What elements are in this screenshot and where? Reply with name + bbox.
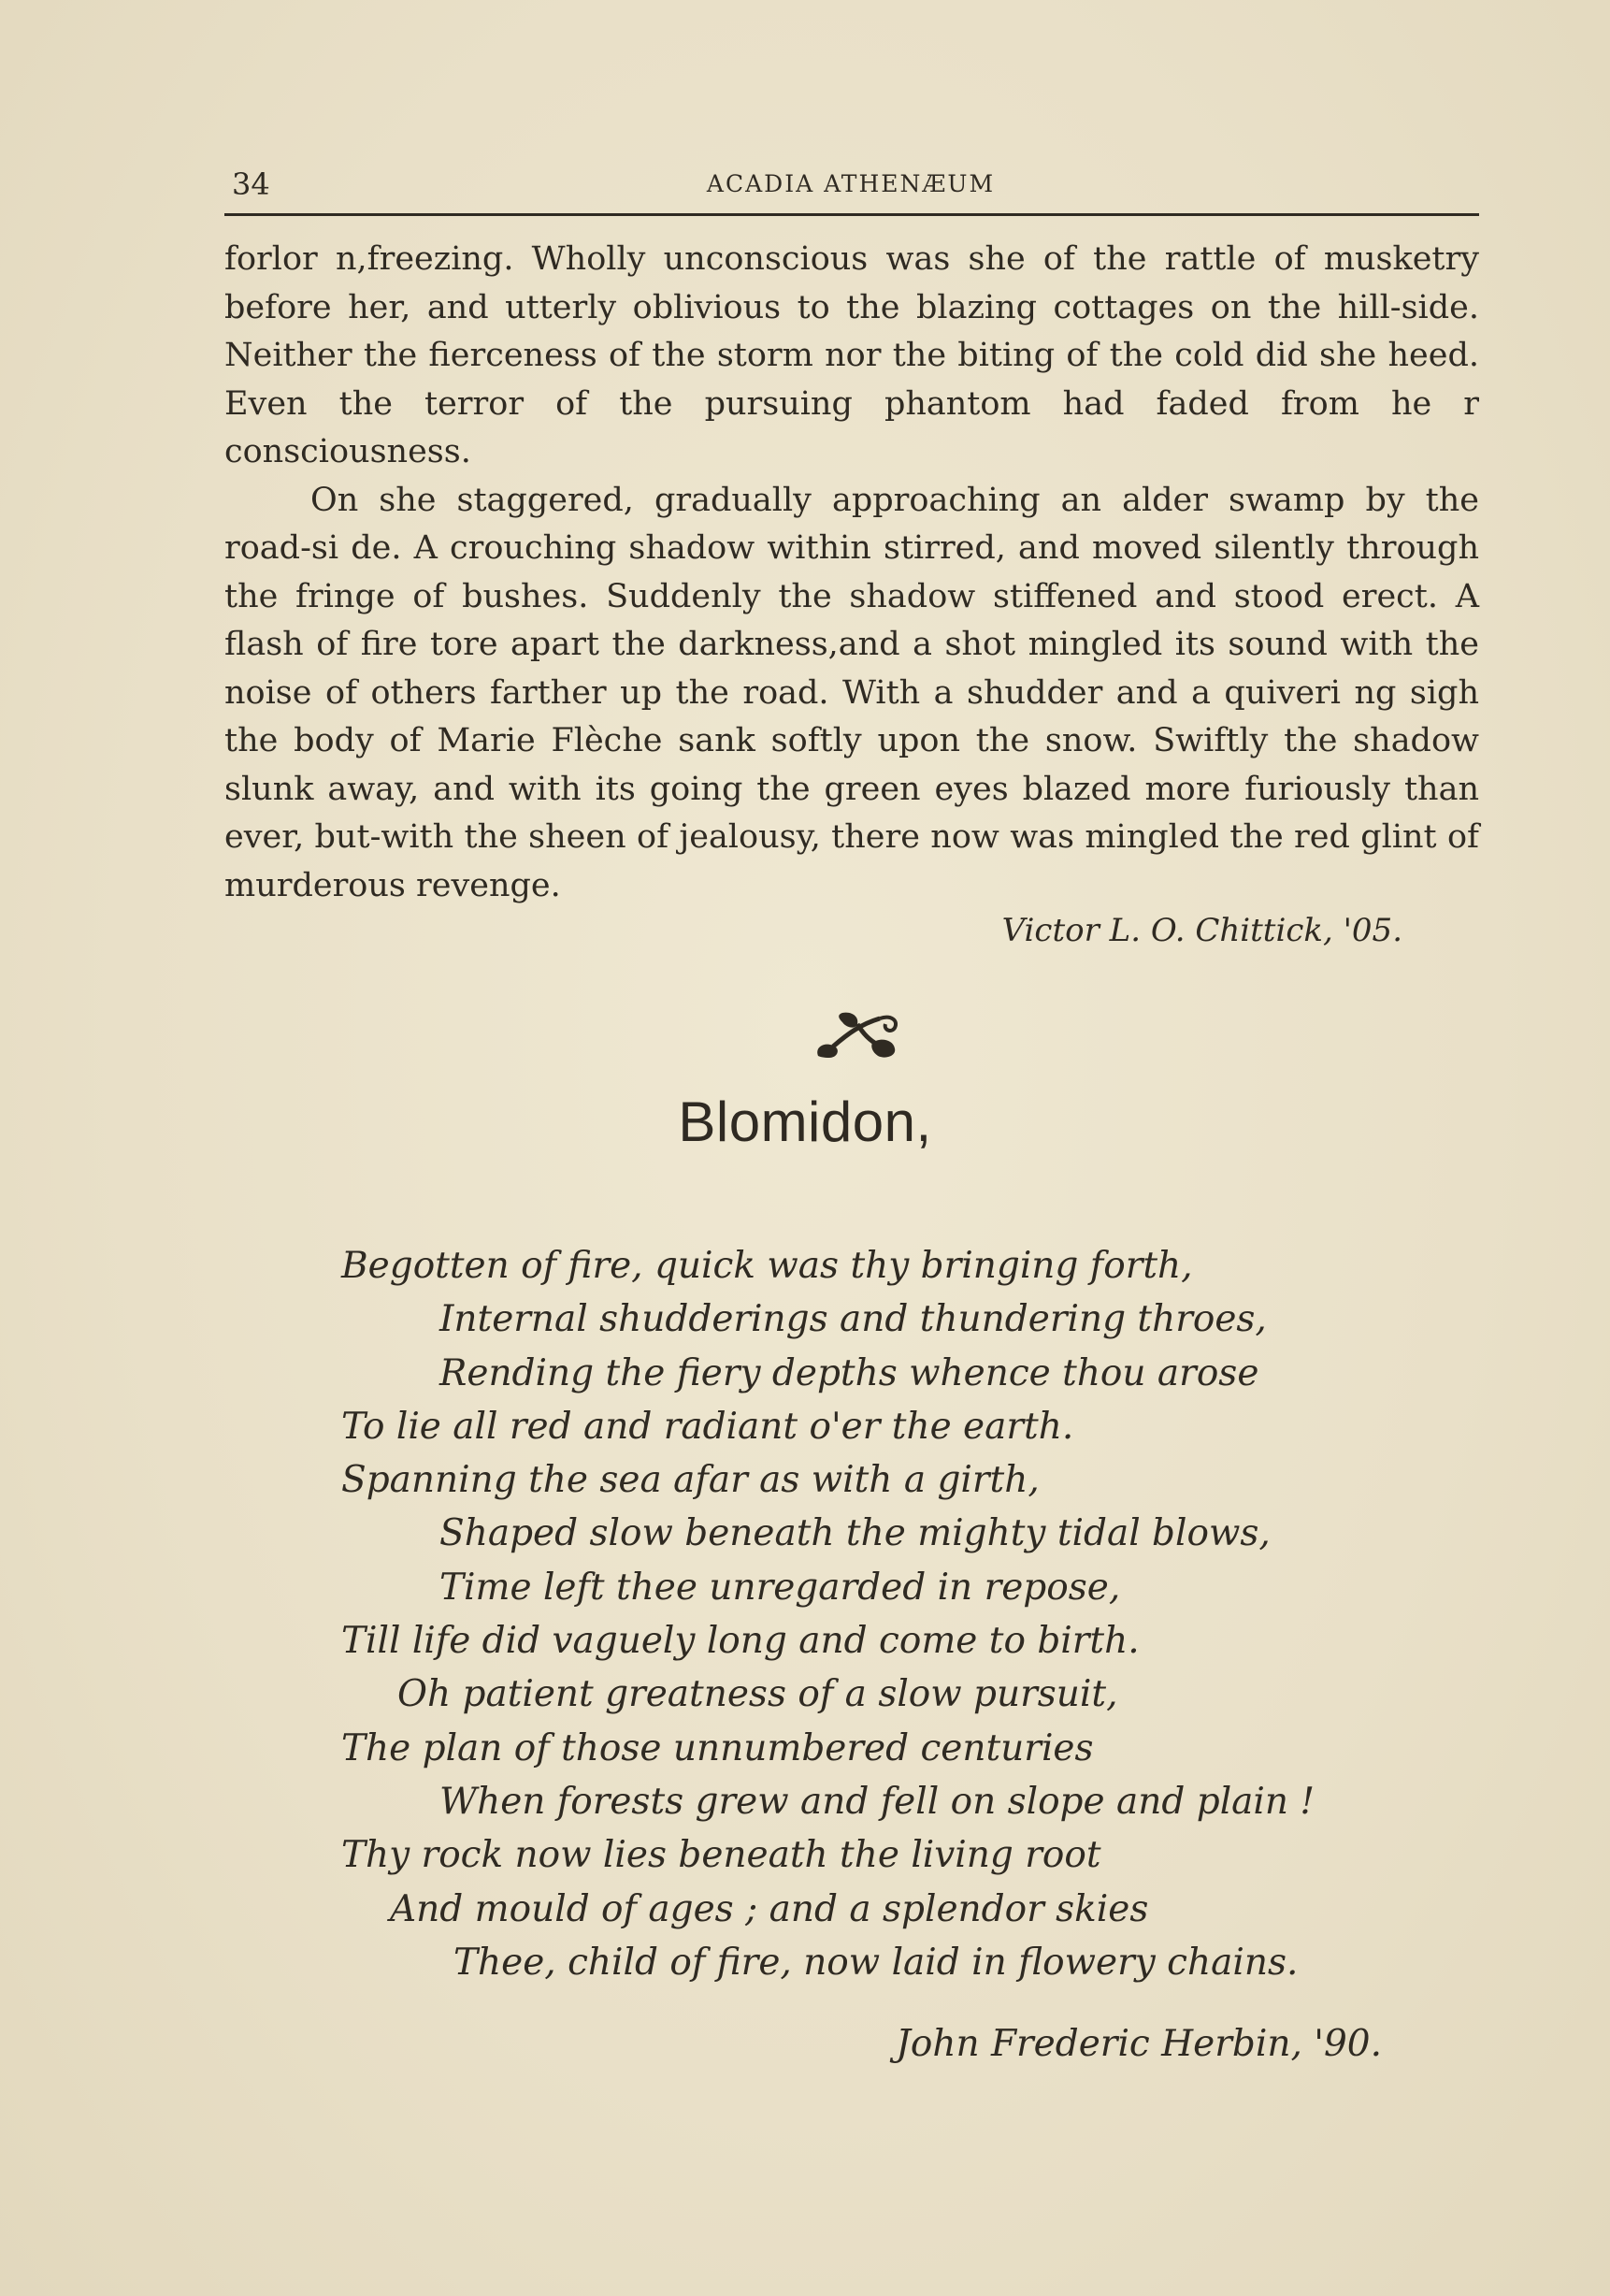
running-title: ACADIA ATHENÆUM	[706, 170, 996, 197]
poem-line: Shaped slow beneath the mighty tidal blows,	[439, 1512, 1271, 1555]
poem-line: To lie all red and radiant o'er the earth.	[341, 1405, 1074, 1448]
poem-line: Thee, child of fire, now laid in flowery chains.	[453, 1941, 1299, 1984]
poem-line: Rending the fiery depths whence thou arose	[439, 1351, 1259, 1394]
prose-paragraph-1: forlor n,freezing. Wholly unconscious was she of the rattle of musketry before her, and utterly oblivious to the blazing cottages on the hill-side. Neither the fierceness of the storm nor the biting of the cold did she heed. Even the terror of the pursuing phantom had faded from he r consciousness.	[224, 240, 1479, 470]
poem-line: Oh patient greatness of a slow pursuit,	[397, 1673, 1118, 1716]
poem-line: And mould of ages ; and a splendor skies	[390, 1887, 1149, 1930]
poem-line: Time left thee unregarded in repose,	[439, 1566, 1121, 1609]
header-rule	[224, 213, 1479, 216]
poem	[341, 1239, 1482, 1989]
fleuron-ornament-icon	[805, 1005, 908, 1061]
prose-signature: Victor L. O. Chittick, '05.	[1001, 912, 1402, 949]
poem-line: Spanning the sea afar as with a girth,	[341, 1459, 1040, 1502]
poem-line: Thy rock now lies beneath the living root	[341, 1834, 1101, 1877]
page-header	[223, 166, 1479, 213]
poem-line: The plan of those unnumbered centuries	[341, 1726, 1094, 1769]
poem-line: Internal shudderings and thundering throes,	[439, 1298, 1267, 1341]
prose-section	[224, 236, 1479, 910]
prose-paragraph-2: On she staggered, gradually approaching an alder swamp by the road-si de. A crouching shadow within stirred, and moved silently through the fringe of bushes. Suddenly the shadow stiffened and stood erect. A flash of fire tore apart the darkness,and a shot mingled its sound with the noise of others farther up the road. With a shudder and a quiveri ng sigh the body of Marie Flèche sank softly upon the snow. Swiftly the shadow slunk away, and with its going the green eyes blazed more furiously than ever, but-with the sheen of jealousy, there now was mingled the red glint of murderous revenge.	[224, 481, 1479, 904]
page-number: 34	[232, 166, 270, 202]
poem-signature: John Frederic Herbin, '90.	[896, 2023, 1382, 2065]
poem-title: Blomidon,	[678, 1090, 932, 1153]
poem-line: Begotten of fire, quick was thy bringing forth,	[341, 1245, 1193, 1287]
poem-line: When forests grew and fell on slope and plain !	[439, 1780, 1315, 1823]
poem-line: Till life did vaguely long and come to birth.	[341, 1620, 1140, 1663]
